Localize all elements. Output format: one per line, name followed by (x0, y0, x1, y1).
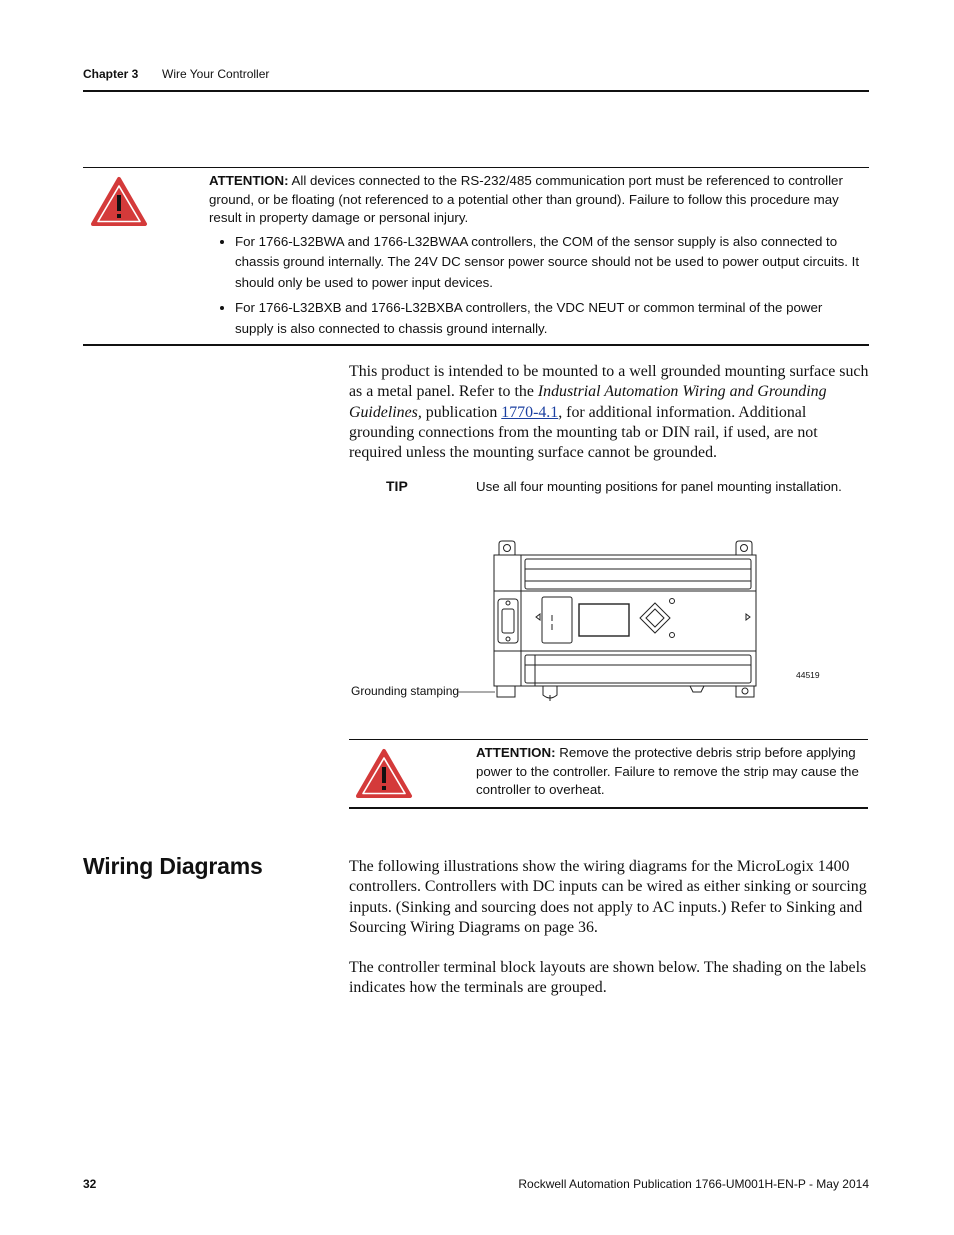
attention-box-debris-strip (349, 739, 868, 809)
controller-drawing (345, 537, 820, 707)
warning-triangle-icon (90, 176, 148, 228)
controller-figure (345, 537, 820, 707)
attention-bullet: • For 1766-L32BWA and 1766-L32BWAA controllers, the COM of the sensor supply is also connected to chassis ground internally. The 24V DC sensor power source should not be used to power output circuits. It should only be used to power input devices. (235, 232, 864, 294)
page-number: 32 (83, 1177, 97, 1191)
terminal-layout-paragraph: The controller terminal block layouts are shown below. The shading on the labels indicates how the terminals are grouped. (349, 959, 867, 997)
attention-bullet-list (209, 232, 864, 340)
attention-label: ATTENTION: (476, 745, 556, 760)
attention-body: All devices connected to the RS-232/485 communication port must be referenced to controller ground, or be floating (not referenced to a potential other than ground). Failure to follow this procedure may result in property damage or personal injury. (209, 173, 843, 225)
guideline-title: Industrial Automation Wiring and Grounding Guidelines, (349, 383, 827, 421)
publication-info: Rockwell Automation Publication 1766-UM001H-EN-P - May 2014 (518, 1177, 869, 1191)
chapter-label: Chapter 3 (83, 67, 139, 81)
attention-label: ATTENTION: (209, 173, 289, 188)
attention-text (209, 172, 864, 344)
paragraph-text: This product is intended to be mounted to a well grounded mounting surface such as a metal panel. Refer to the (349, 363, 869, 401)
tip-text: Use all four mounting positions for panel mounting installation. (476, 479, 842, 494)
attention-box-grounding (83, 167, 869, 346)
paragraph-text: publication (421, 403, 502, 421)
section-heading: Wiring Diagrams (83, 853, 263, 879)
chapter-title: Wire Your Controller (162, 67, 270, 81)
attention-body: Remove the protective debris strip before applying power to the controller. Failure to remove the strip may cause the controller to overheat. (476, 745, 859, 797)
tip-label: TIP (386, 478, 408, 494)
figure-callout: Grounding stamping (351, 684, 460, 698)
grounding-paragraph (349, 362, 871, 463)
attention-bullet: • For 1766-L32BXB and 1766-L32BXBA controllers, the VDC NEUT or common terminal of the power supply is also connected to chassis ground internally. (235, 298, 864, 339)
publication-link[interactable]: 1770-4.1 (501, 403, 559, 421)
page-header (83, 66, 869, 92)
warning-triangle-icon (355, 748, 413, 800)
attention-text (476, 744, 866, 800)
paragraph-text: , for additional information. Additional grounding connections from the mounting tab or DIN rail, if used, are not required unless the mounting surface cannot be grounded. (349, 403, 818, 462)
wiring-paragraph: The following illustrations show the wiring diagrams for the MicroLogix 1400 controllers. Controllers with DC inputs can be wired as either sinking or sourcing inputs. (Sinking and sourcing does not apply to AC inputs.) Refer to Sinking and Sourcing Wiring Diagrams on page 36. (349, 858, 867, 936)
figure-number: 44519 (796, 670, 820, 680)
